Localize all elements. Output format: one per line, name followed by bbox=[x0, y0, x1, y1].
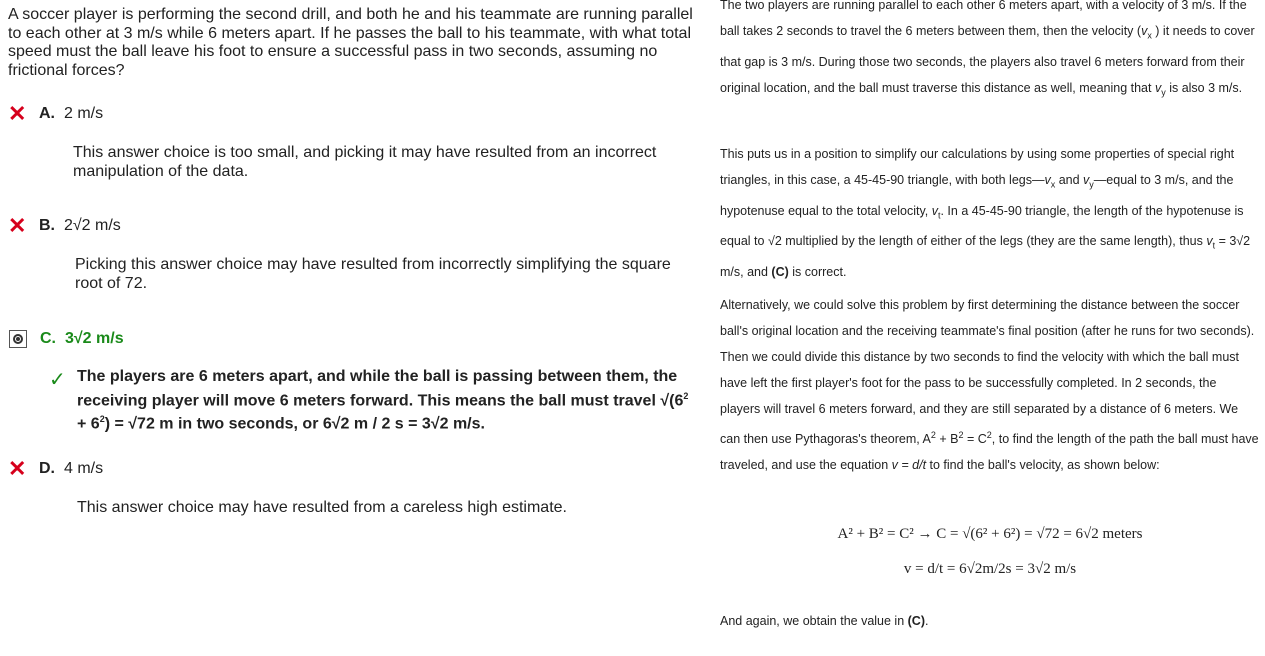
choice-d[interactable] bbox=[8, 458, 103, 480]
choice-c-letter: C. bbox=[40, 330, 56, 347]
solution-paragraph-3: Alternatively, we could solve this problem by first determining the distance between the soccer ball's original location and the receiving teammate's final position (after he runs for two seconds). Then we could divide this distance by two seconds to find the velocity with which the ball must have left the first player's foot for the pass to be successfully completed. In 2 seconds, the players will travel 6 meters forward, and they are still separated by a distance of 6 meters. We can then use Pythagoras's theorem, $A^2 + B^2 = C^2$, to find the length of the path the ball must have traveled, and use the equation v = d/t to find the ball's velocity, as shown below: bbox=[720, 298, 1259, 473]
choice-d-explanation: This answer choice may have resulted from a careless high estimate. bbox=[77, 499, 567, 516]
x-icon: ✕ bbox=[8, 213, 27, 238]
check-icon: ✓ bbox=[49, 369, 66, 391]
choice-d-answer: 4 m/s bbox=[64, 460, 104, 477]
x-icon: ✕ bbox=[8, 456, 27, 481]
choice-c-answer: 3√2 m/s bbox=[65, 330, 124, 347]
choice-c-explanation: The players are 6 meters apart, and while the ball is passing between them, the receiving player will move 6 meters forward. This means the ball must travel $√(6^2 + 6^2) = √72$ m in two seconds, or 6√2 m / 2 s = 3√2 m/s. bbox=[77, 368, 689, 433]
formula-pythagoras: A² + B² = C² → C = √(6² + 6²) = √72 = 6√2 meters bbox=[837, 526, 1143, 542]
choice-b-explanation: Picking this answer choice may have resulted from incorrectly simplifying the square root of 72. bbox=[75, 256, 671, 292]
choice-a[interactable] bbox=[8, 103, 103, 125]
choice-b-answer: 2√2 m/s bbox=[64, 217, 121, 234]
solution-paragraph-2: This puts us in a position to simplify our calculations by using some properties of special right triangles, in this case, a 45-45-90 triangle, with both $legs—v_x$ and $v_y—equal$ to 3 m/s, and the hypotenuse equal to the total velocity, $v_t$. In a 45-45-90 triangle, the length of the hypotenuse is equal to √2 multiplied by the length of either of the legs (they are the same length), thus $v_t = 3√2$ m/s, and (C) is correct. bbox=[720, 147, 1251, 279]
solution-paragraph-1: The two players are running parallel to each other 6 meters apart, with a velocity of 3 m/s. If the ball takes 2 seconds to travel the 6 meters between them, then the velocity ($v_x$ ) it needs to cover that gap is 3 m/s. During those two seconds, the players also travel 6 meters forward from their original location, and the ball must traverse this distance as well, meaning that $v_y$ is also 3 m/s. bbox=[720, 0, 1255, 97]
formula-velocity: v = d/t = 6√2m/2s = 3√2 m/s bbox=[903, 561, 1077, 577]
question-text: A soccer player is performing the second drill, and both he and his teammate are running parallel to each other at 3 m/s while 6 meters apart. If he passes the ball to his teammate, with what total speed must the ball leave his foot to ensure a successful pass in two seconds, assuming no frictional forces? bbox=[8, 6, 693, 79]
choice-d-letter: D. bbox=[39, 460, 55, 477]
choice-a-letter: A. bbox=[39, 105, 55, 122]
x-icon: ✕ bbox=[8, 101, 27, 126]
choice-b[interactable] bbox=[8, 215, 121, 237]
solution-panel bbox=[720, 0, 1260, 656]
choice-a-answer: 2 m/s bbox=[64, 105, 104, 122]
choice-c[interactable] bbox=[9, 330, 124, 348]
choice-b-letter: B. bbox=[39, 217, 55, 234]
choice-a-explanation: This answer choice is too small, and picking it may have resulted from an incorrect manipulation of the data. bbox=[73, 144, 657, 180]
radio-selected-icon[interactable] bbox=[9, 330, 27, 348]
solution-paragraph-4: And again, we obtain the value in (C). bbox=[720, 614, 929, 628]
